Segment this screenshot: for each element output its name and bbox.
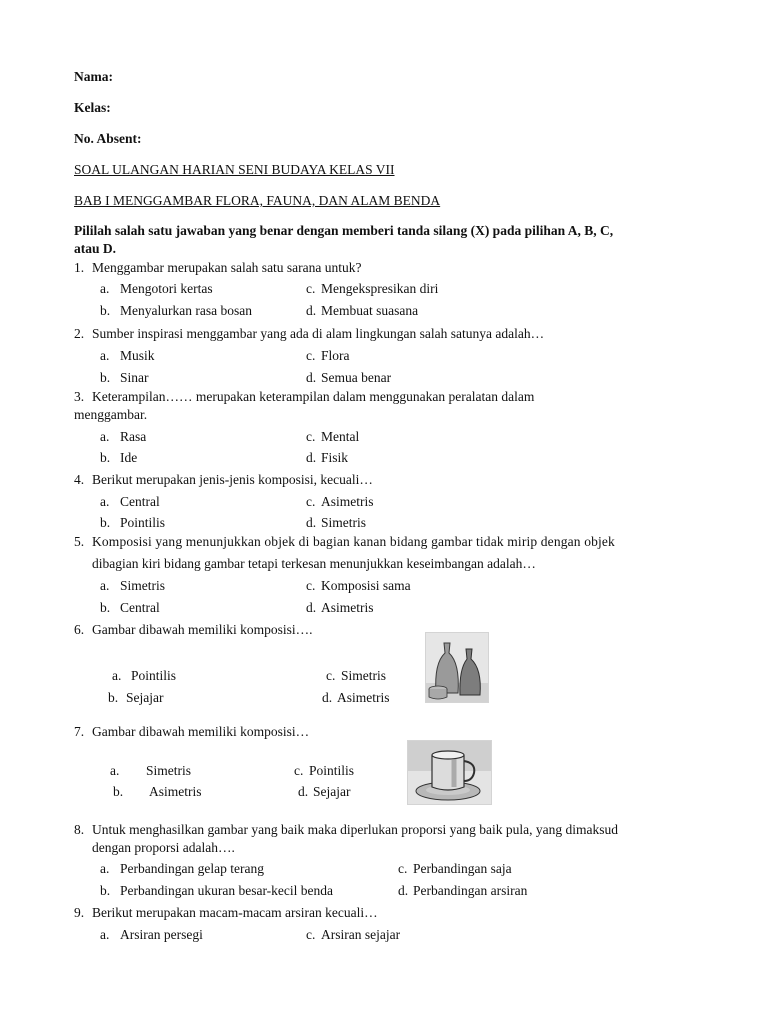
option-a-text: Mengotori kertas xyxy=(120,281,213,296)
option-a-letter: a. xyxy=(100,927,110,942)
instruction-line-2: atau D. xyxy=(74,241,117,256)
vase-sketch-icon xyxy=(426,633,488,702)
option-a-text: Musik xyxy=(120,348,155,363)
question-text-line-2: menggambar. xyxy=(74,407,148,422)
option-a-letter: a. xyxy=(110,763,120,778)
option-b-text: Perbandingan ukuran besar-kecil benda xyxy=(120,883,334,898)
option-b-text: Menyalurkan rasa bosan xyxy=(120,303,252,318)
question-number: 3. xyxy=(74,389,85,404)
option-d-text: Sejajar xyxy=(313,784,351,799)
option-c-text: Mental xyxy=(321,429,360,444)
option-c-letter: c. xyxy=(306,578,316,593)
option-b-letter: b. xyxy=(100,303,111,318)
option-a-letter: a. xyxy=(100,861,110,876)
option-b-letter: b. xyxy=(100,450,111,465)
question-text: Berikut merupakan macam-macam arsiran kecuali… xyxy=(92,905,378,920)
option-b-letter: b. xyxy=(100,370,111,385)
option-c-letter: c. xyxy=(306,348,316,363)
option-d-letter: d. xyxy=(306,303,317,318)
option-d-letter: d. xyxy=(322,690,333,705)
question-number: 9. xyxy=(74,905,85,920)
option-d-letter: d. xyxy=(306,515,317,530)
question-text-line-1: Untuk menghasilkan gambar yang baik maka diperlukan proporsi yang baik pula, yang dimaksud xyxy=(92,822,618,837)
exam-title: SOAL ULANGAN HARIAN SENI BUDAYA KELAS VII xyxy=(74,162,395,177)
option-a-letter: a. xyxy=(100,494,110,509)
question-text-line-1: Komposisi yang menunjukkan objek di bagian kanan bidang gambar tidak mirip dengan objek xyxy=(92,534,615,549)
instruction-line-1: Pililah salah satu jawaban yang benar dengan memberi tanda silang (X) pada pilihan A, B, C, xyxy=(74,223,614,238)
question-text: Sumber inspirasi menggambar yang ada di alam lingkungan salah satunya adalah… xyxy=(92,326,545,341)
option-d-text: Membuat suasana xyxy=(321,303,419,318)
option-c-letter: c. xyxy=(398,861,408,876)
option-b-text: Pointilis xyxy=(120,515,166,530)
option-b-text: Sejajar xyxy=(126,690,164,705)
question-number: 8. xyxy=(74,822,85,837)
option-c-text: Asimetris xyxy=(321,494,374,509)
option-c-letter: c. xyxy=(306,494,316,509)
class-label: Kelas: xyxy=(74,100,111,115)
option-a-text: Pointilis xyxy=(131,668,177,683)
option-a-text: Perbandingan gelap terang xyxy=(120,861,264,876)
option-d-text: Semua benar xyxy=(321,370,392,385)
question-number: 6. xyxy=(74,622,85,637)
option-b-text: Central xyxy=(120,600,160,615)
option-b-letter: b. xyxy=(100,600,111,615)
absent-number-label: No. Absent: xyxy=(74,131,142,146)
option-d-letter: d. xyxy=(398,883,409,898)
option-a-letter: a. xyxy=(100,429,110,444)
option-b-letter: b. xyxy=(100,883,111,898)
question-text: Gambar dibawah memiliki komposisi…. xyxy=(92,622,313,637)
option-c-text: Flora xyxy=(321,348,350,363)
question-text: Gambar dibawah memiliki komposisi… xyxy=(92,724,310,739)
option-d-letter: d. xyxy=(306,370,317,385)
question-text-line-2: dengan proporsi adalah…. xyxy=(92,840,235,855)
option-a-text: Central xyxy=(120,494,160,509)
option-c-letter: c. xyxy=(306,429,316,444)
option-a-letter: a. xyxy=(100,348,110,363)
option-c-text: Arsiran sejajar xyxy=(321,927,401,942)
option-c-letter: c. xyxy=(306,927,316,942)
option-b-text: Sinar xyxy=(120,370,149,385)
option-d-text: Asimetris xyxy=(321,600,374,615)
option-b-letter: b. xyxy=(100,515,111,530)
cup-and-saucer-image xyxy=(407,740,492,805)
option-c-letter: c. xyxy=(306,281,316,296)
question-number: 1. xyxy=(74,260,85,275)
option-c-text: Pointilis xyxy=(309,763,355,778)
question-text: Menggambar merupakan salah satu sarana untuk? xyxy=(92,260,362,275)
option-c-text: Komposisi sama xyxy=(321,578,411,593)
option-a-text: Simetris xyxy=(146,763,192,778)
question-text: Berikut merupakan jenis-jenis komposisi, kecuali… xyxy=(92,472,373,487)
option-a-text: Simetris xyxy=(120,578,166,593)
option-a-text: Arsiran persegi xyxy=(120,927,203,942)
question-text-line-1: Keterampilan…… merupakan keterampilan dalam menggunakan peralatan dalam xyxy=(92,389,535,404)
option-a-letter: a. xyxy=(112,668,122,683)
option-d-text: Perbandingan arsiran xyxy=(413,883,528,898)
chapter-title: BAB I MENGGAMBAR FLORA, FAUNA, DAN ALAM BENDA xyxy=(74,193,441,208)
option-c-text: Simetris xyxy=(341,668,387,683)
option-d-letter: d. xyxy=(306,450,317,465)
option-d-text: Asimetris xyxy=(337,690,390,705)
option-a-letter: a. xyxy=(100,578,110,593)
option-a-letter: a. xyxy=(100,281,110,296)
question-number: 7. xyxy=(74,724,85,739)
option-b-text: Ide xyxy=(120,450,138,465)
cup-sketch-icon xyxy=(408,741,491,804)
question-number: 4. xyxy=(74,472,85,487)
vase-still-life-image xyxy=(425,632,489,703)
option-b-letter: b. xyxy=(108,690,119,705)
question-number: 5. xyxy=(74,534,85,549)
option-b-text: Asimetris xyxy=(149,784,202,799)
name-label: Nama: xyxy=(74,69,113,84)
question-text-line-2: dibagian kiri bidang gambar tetapi terkesan menunjukkan keseimbangan adalah… xyxy=(92,556,536,571)
option-d-text: Fisik xyxy=(321,450,349,465)
option-d-letter: d. xyxy=(306,600,317,615)
option-b-letter: b. xyxy=(113,784,124,799)
option-c-letter: c. xyxy=(294,763,304,778)
option-a-text: Rasa xyxy=(120,429,147,444)
option-c-letter: c. xyxy=(326,668,336,683)
option-d-text: Simetris xyxy=(321,515,367,530)
option-c-text: Perbandingan saja xyxy=(413,861,512,876)
question-number: 2. xyxy=(74,326,85,341)
option-c-text: Mengekspresikan diri xyxy=(321,281,439,296)
option-d-letter: d. xyxy=(298,784,309,799)
